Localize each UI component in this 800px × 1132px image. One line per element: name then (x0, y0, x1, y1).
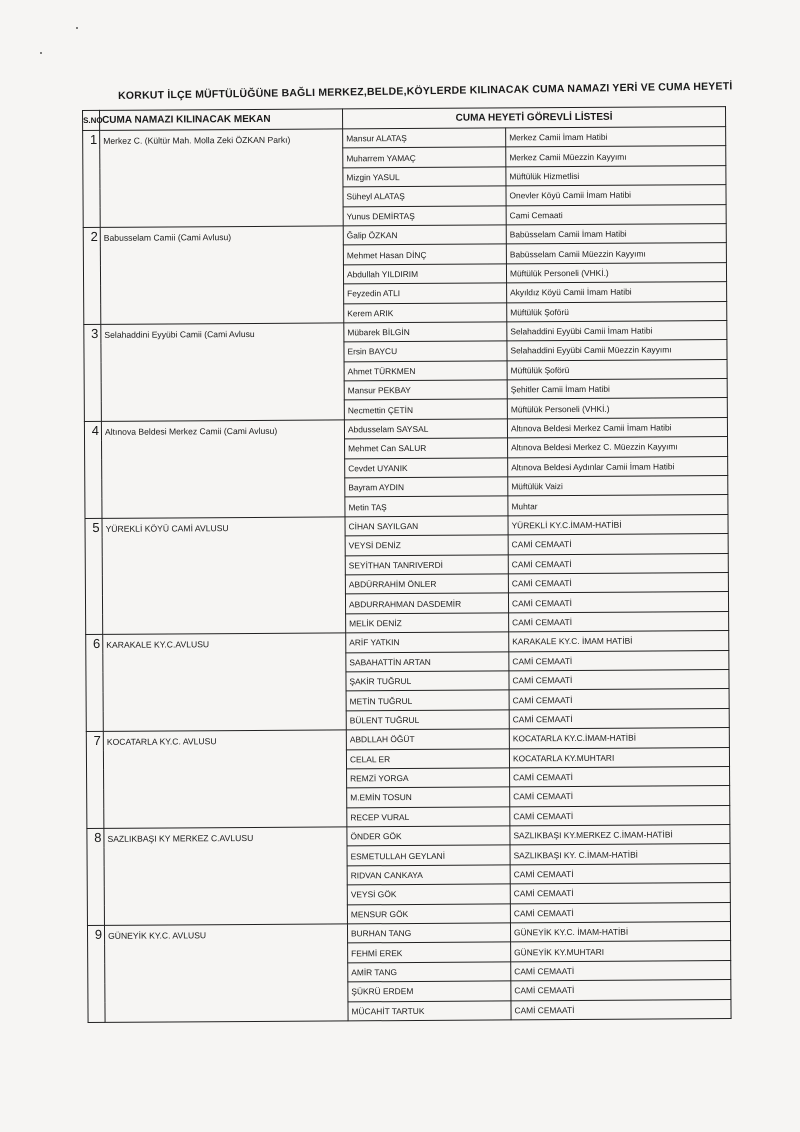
member-duty: Akyıldız Köyü Camii İmam Hatibi (507, 282, 727, 303)
member-duty: SAZLIKBAŞI KY.MERKEZ C.İMAM-HATİBİ (510, 825, 730, 846)
member-duty: CAMİ CEMAATİ (508, 592, 728, 613)
member-duty: CAMİ CEMAATİ (508, 573, 728, 594)
member-name: SEYİTHAN TANRIVERDİ (345, 554, 508, 574)
member-name: Feyzedin ATLI (344, 283, 507, 303)
member-name: Necmettin ÇETİN (344, 399, 507, 419)
member-name: ŞAKİR TUĞRUL (346, 671, 509, 691)
member-name: REMZİ YORGA (347, 768, 510, 788)
scan-speck (76, 27, 78, 29)
member-name: Ersin BAYCU (344, 341, 507, 361)
member-name: Abdusselam SAYSAL (344, 419, 507, 439)
member-duty: SAZLIKBAŞI KY. C.İMAM-HATİBİ (510, 844, 730, 865)
member-duty: CAMİ CEMAATİ (510, 766, 730, 787)
member-duty: GÜNEYİK KY.C. İMAM-HATİBİ (510, 922, 730, 943)
header-committee: CUMA HEYETİ GÖREVLİ LİSTESİ (342, 107, 725, 129)
prayer-location: Selahaddini Eyyübi Camii (Cami Avlusu (101, 323, 345, 421)
member-duty: YÜREKLİ KY.C.İMAM-HATİBİ (508, 514, 728, 535)
member-duty: Altınova Beldesi Merkez Camii İmam Hatibi (507, 417, 727, 438)
row-number: 2 (83, 227, 101, 324)
prayer-location: YÜREKLİ KÖYÜ CAMİ AVLUSU (102, 517, 346, 635)
member-duty: Cami Cemaati (506, 204, 726, 225)
member-name: ARİF YATKIN (346, 632, 509, 652)
member-duty: CAMİ CEMAATİ (510, 883, 730, 904)
member-duty: Müftülük Personeli (VHKİ.) (506, 262, 726, 283)
member-duty: CAMİ CEMAATİ (508, 553, 728, 574)
member-duty: KOCATARLA KY.MUHTARI (509, 747, 729, 768)
member-name: ABDÜRRAHİM ÖNLER (345, 574, 508, 594)
member-duty: KOCATARLA KY.C.İMAM-HATİBİ (509, 728, 729, 749)
document-title: KORKUT İLÇE MÜFTÜLÜĞÜNE BAĞLI MERKEZ,BELDE,KÖYLERDE KILINACAK CUMA NAMAZI YERİ VE CUMA HEYETİ (118, 80, 733, 102)
member-duty: CAMİ CEMAATİ (509, 708, 729, 729)
member-duty: Müftülük Şoförü (507, 301, 727, 322)
member-name: Mansur ALATAŞ (343, 128, 506, 148)
prayer-location: KARAKALE KY.C.AVLUSU (103, 633, 347, 731)
member-duty: Babüsselam Camii Müezzin Kayyımı (506, 243, 726, 264)
member-name: RIDVAN CANKAYA (347, 865, 510, 885)
prayer-location: GÜNEYİK KY.C. AVLUSU (104, 924, 348, 1022)
member-name: M.EMİN TOSUN (347, 787, 510, 807)
member-duty: Müftülük Vaizi (508, 476, 728, 497)
prayer-location: Babusselam Camii (Cami Avlusu) (100, 226, 344, 324)
row-number: 7 (86, 731, 104, 828)
member-name: Ğalip ÖZKAN (343, 225, 506, 245)
member-duty: GÜNEYİK KY.MUHTARI (511, 941, 731, 962)
member-name: Kerem ARIK (344, 302, 507, 322)
member-name: Mehmet Hasan DİNÇ (343, 244, 506, 264)
member-name: BURHAN TANG (347, 923, 510, 943)
member-duty: Altınova Beldesi Merkez C. Müezzin Kayyımı (508, 437, 728, 458)
member-name: RECEP VURAL (347, 807, 510, 827)
member-name: Muharrem YAMAÇ (343, 147, 506, 167)
member-name: FEHMİ EREK (348, 942, 511, 962)
member-name: Bayram AYDIN (345, 477, 508, 497)
prayer-location: KOCATARLA KY.C. AVLUSU (103, 730, 347, 828)
member-name: Metin TAŞ (345, 496, 508, 516)
member-name: ABDLLAH ÖĞÜT (346, 729, 509, 749)
member-duty: Merkez Camii Müezzin Kayyımı (506, 146, 726, 167)
member-name: ABDURRAHMAN DASDEMİR (345, 593, 508, 613)
member-name: CELAL ER (346, 748, 509, 768)
member-duty: Selahaddini Eyyübi Camii Müezzin Kayyımı (507, 340, 727, 361)
member-duty: CAMİ CEMAATİ (508, 534, 728, 555)
prayer-location: SAZLIKBAŞI KY MERKEZ C.AVLUSU (104, 827, 348, 925)
member-name: Mizgin YASUL (343, 167, 506, 187)
member-duty: CAMİ CEMAATİ (510, 805, 730, 826)
scan-speck (40, 52, 42, 54)
member-duty: CAMİ CEMAATİ (509, 611, 729, 632)
member-name: MÜCAHİT TARTUK (348, 1000, 511, 1020)
member-duty: Onevler Köyü Camii İmam Hatibi (506, 185, 726, 206)
table-body (83, 127, 731, 1023)
member-name: BÜLENT TUĞRUL (346, 710, 509, 730)
member-duty: CAMİ CEMAATİ (509, 669, 729, 690)
member-duty: CAMİ CEMAATİ (510, 786, 730, 807)
member-duty: CAMİ CEMAATİ (511, 960, 731, 981)
member-name: METİN TUĞRUL (346, 690, 509, 710)
member-duty: Altınova Beldesi Aydınlar Camii İmam Hatibi (508, 456, 728, 477)
member-name: Yunus DEMİRTAŞ (343, 205, 506, 225)
member-duty: Müftülük Şoförü (507, 359, 727, 380)
member-name: VEYSİ GÖK (347, 884, 510, 904)
member-name: VEYSİ DENİZ (345, 535, 508, 555)
member-duty: KARAKALE KY.C. İMAM HATİBİ (509, 631, 729, 652)
row-number: 5 (85, 518, 103, 634)
committee-table-wrapper (82, 106, 732, 1023)
committee-table (82, 106, 732, 1023)
prayer-location: Altınova Beldesi Merkez Camii (Cami Avlusu) (101, 420, 345, 518)
member-name: SABAHATTİN ARTAN (346, 651, 509, 671)
member-name: Mübarek BİLGİN (344, 322, 507, 342)
row-number: 9 (87, 925, 105, 1022)
member-duty: Muhtar (508, 495, 728, 516)
member-duty: Selahaddini Eyyübi Camii İmam Hatibi (507, 320, 727, 341)
member-duty: Babüsselam Camii İmam Hatibi (506, 224, 726, 245)
member-duty: Şehitler Camii İmam Hatibi (507, 379, 727, 400)
member-name: ŞÜKRÜ ERDEM (348, 981, 511, 1001)
row-number: 6 (86, 635, 104, 732)
member-name: Cevdet UYANIK (345, 458, 508, 478)
member-name: MELİK DENİZ (346, 613, 509, 633)
member-duty: CAMİ CEMAATİ (510, 902, 730, 923)
member-duty: CAMİ CEMAATİ (510, 863, 730, 884)
member-name: Abdullah YILDIRIM (343, 264, 506, 284)
row-number: 1 (83, 130, 101, 227)
member-name: Süheyl ALATAŞ (343, 186, 506, 206)
member-duty: CAMİ CEMAATİ (509, 650, 729, 671)
member-duty: Müftülük Personeli (VHKİ.) (507, 398, 727, 419)
row-number: 8 (87, 828, 105, 925)
member-duty: Müftülük Hizmetlisi (506, 165, 726, 186)
header-no: S.NO (83, 110, 100, 130)
row-number: 3 (84, 324, 102, 421)
member-name: ESMETULLAH GEYLANİ (347, 845, 510, 865)
member-name: Mansur PEKBAY (344, 380, 507, 400)
member-duty: CAMİ CEMAATİ (509, 689, 729, 710)
row-number: 4 (84, 421, 102, 518)
member-name: ÖNDER GÖK (347, 826, 510, 846)
prayer-location: Merkez C. (Kültür Mah. Molla Zeki ÖZKAN Parkı) (100, 129, 344, 227)
member-name: Mehmet Can SALUR (345, 438, 508, 458)
member-name: MENSUR GÖK (347, 904, 510, 924)
member-name: CİHAN SAYILGAN (345, 516, 508, 536)
member-duty: Merkez Camii İmam Hatibi (506, 127, 726, 148)
member-duty: CAMİ CEMAATİ (511, 999, 731, 1020)
member-name: AMİR TANG (348, 962, 511, 982)
member-duty: CAMİ CEMAATİ (511, 980, 731, 1001)
member-name: Ahmet TÜRKMEN (344, 361, 507, 381)
header-place: CUMA NAMAZI KILINACAK MEKAN (100, 109, 343, 130)
